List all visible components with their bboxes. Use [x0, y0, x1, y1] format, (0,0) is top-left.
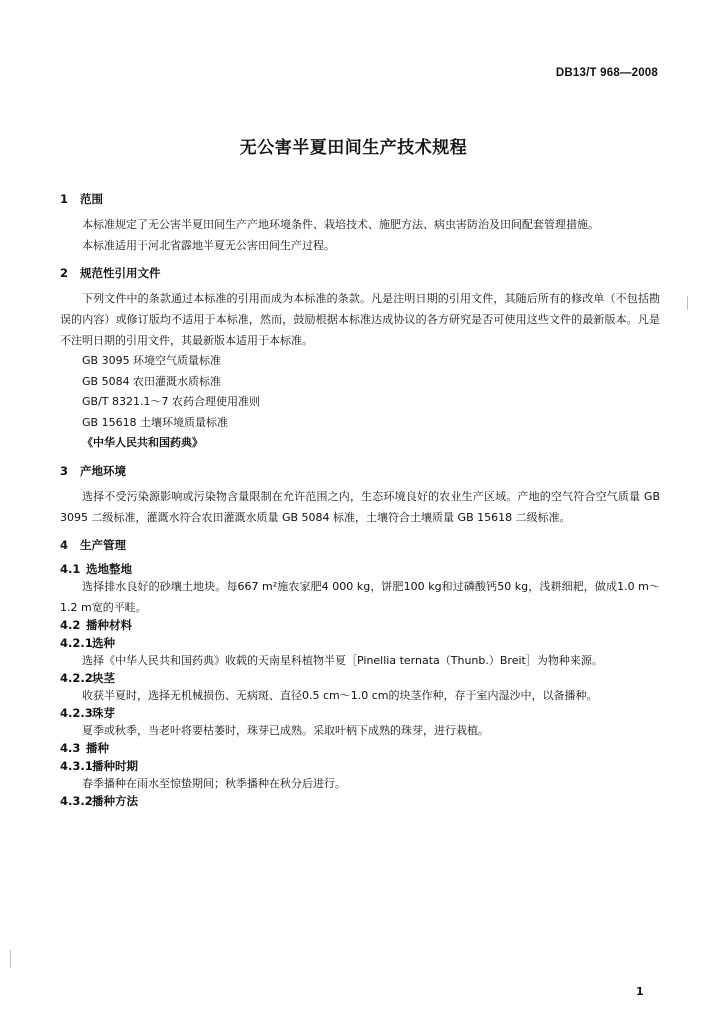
section-title: 产地环境 [80, 463, 126, 478]
subsection-heading [60, 618, 660, 632]
subsection-number: 4.2.1 [60, 635, 93, 650]
subsection-number: 4.2 [60, 617, 81, 632]
subsection-title: 块茎 [92, 670, 115, 685]
reference-item: GB 3095 环境空气质量标准 [82, 354, 222, 367]
reference-item: GB 15618 土壤环境质量标准 [82, 415, 229, 429]
section-heading [60, 538, 660, 552]
subsection-heading [60, 706, 660, 720]
subsection-heading [60, 759, 660, 773]
section-number: 2 [60, 266, 69, 280]
subsection-heading [60, 562, 660, 576]
section-title: 生产管理 [80, 537, 126, 552]
subsection-title: 播种 [86, 740, 109, 755]
scan-speck [687, 296, 688, 310]
standard-number: DB13/T 968—2008 [555, 67, 658, 79]
paragraph: 选择不受污染源影响或污染物含量限制在允许范围之内，生态环境良好的农业生产区域。产地的空气符合空气质量 GB 3095 二级标准，灌溉水符合农田灌溉水质量 GB 5084 标准，土壤符合土壤质量 GB 15618 二级标准。 [60, 489, 660, 524]
subsection-number: 4.1 [60, 561, 81, 576]
section-heading [60, 266, 660, 280]
paragraph: 本标准适用于河北省霹地半夏无公害田间生产过程。 [82, 239, 335, 252]
paragraph: 夏季或秋季，当老叶将要枯萎时，珠芽已成熟。采取叶柄下成熟的珠芽，进行栽植。 [82, 723, 489, 737]
document-title: 无公害半夏田间生产技术规程 [239, 138, 468, 158]
section-number: 4 [60, 537, 69, 552]
reference-item: GB 5084 农田灌溉水质标准 [82, 374, 222, 388]
subsection-number: 4.2.3 [60, 705, 93, 720]
subsection-title: 播种方法 [92, 793, 138, 808]
subsection-heading [60, 741, 660, 755]
section-number: 1 [60, 192, 69, 206]
subsection-title: 播种时期 [92, 758, 138, 773]
paragraph: 选择《中华人民共和国药典》收载的天南星科植物半夏［Pinellia ternata（Thunb.）Breit］为物种来源。 [82, 653, 603, 667]
section-heading [60, 192, 660, 206]
reference-item: GB/T 8321.1～7 农药合理使用准则 [82, 395, 260, 408]
subsection-number: 4.3 [60, 740, 81, 755]
subsection-title: 珠芽 [92, 705, 115, 720]
section-heading [60, 464, 660, 478]
page-number: 1 [636, 985, 644, 998]
subsection-heading [60, 636, 660, 650]
paragraph: 春季播种在雨水至惊蛰期间；秋季播种在秋分后进行。 [82, 776, 346, 790]
subsection-number: 4.3.2 [60, 793, 93, 808]
subsection-title: 播种材料 [86, 617, 132, 632]
document-body [60, 192, 660, 808]
subsection-title: 选种 [92, 635, 115, 650]
subsection-heading [60, 671, 660, 685]
paragraph: 选择排水良好的砂壤土地块。每667 m²施农家肥4 000 kg，饼肥100 kg和过磷酸钙50 kg，浅耕细耙，做成1.0 m～1.2 m宽的平畦。 [60, 579, 660, 614]
paragraph: 本标准规定了无公害半夏田间生产产地环境条件、栽培技术、施肥方法、病虫害防治及田间配套管理措施。 [82, 218, 599, 231]
section-number: 3 [60, 463, 69, 478]
scan-speck [10, 950, 11, 968]
section-title: 规范性引用文件 [80, 266, 161, 280]
subsection-heading [60, 794, 660, 808]
paragraph: 收获半夏时，选择无机械损伤、无病斑、直径0.5 cm～1.0 cm的块茎作种，存于室内湿沙中，以备播种。 [82, 688, 598, 702]
paragraph: 下列文件中的条款通过本标准的引用而成为本标准的条款。凡是注明日期的引用文件，其随后所有的修改单（不包括勘误的内容）或修订版均不适用于本标准，然而，鼓励根据本标准达成协议的各方研究是否可使用这些文件的最新版本。凡是不注明日期的引用文件，其最新版本适用于本标准。 [60, 292, 660, 347]
subsection-number: 4.2.2 [60, 670, 93, 685]
section-title: 范围 [80, 192, 103, 206]
reference-item: 《中华人民共和国药典》 [82, 436, 203, 449]
subsection-title: 选地整地 [86, 561, 132, 576]
subsection-number: 4.3.1 [60, 758, 93, 773]
